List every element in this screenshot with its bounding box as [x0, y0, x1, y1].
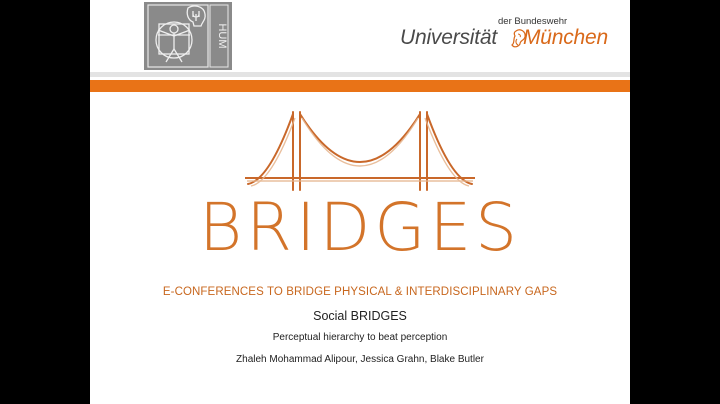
university-subtitle: der Bundeswehr — [498, 16, 568, 27]
bridge-logo-icon — [245, 110, 475, 192]
slide — [90, 0, 630, 404]
header-divider-gray — [90, 72, 630, 77]
university-seal-icon — [508, 27, 530, 51]
session-title: Social BRIDGES — [313, 309, 407, 323]
university-name — [400, 26, 608, 50]
conference-subtitle: E-CONFERENCES TO BRIDGE PHYSICAL & INTERDISCIPLINARY GAPS — [162, 286, 558, 298]
authors: Zhaleh Mohammad Alipour, Jessica Grahn, Blake Butler — [236, 354, 484, 365]
hum-label: HUM — [216, 23, 228, 49]
city-word: München — [523, 26, 608, 49]
university-word: Universität — [400, 26, 497, 49]
header-divider-orange — [90, 80, 630, 92]
hum-logo — [144, 2, 232, 70]
slide-title: BRIDGES — [198, 189, 522, 266]
talk-title: Perceptual hierarchy to beat perception — [272, 332, 448, 343]
